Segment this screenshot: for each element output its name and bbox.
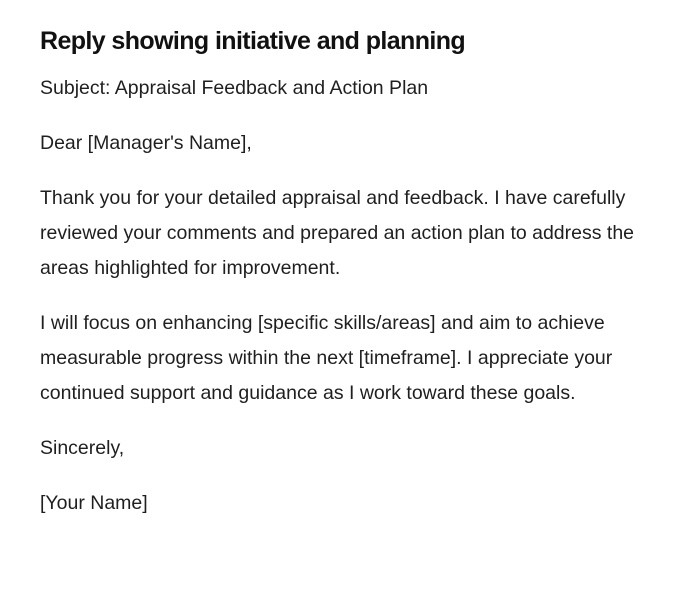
closing: Sincerely, <box>40 437 125 459</box>
signature: [Your Name] <box>40 492 148 514</box>
email-subject: Subject: Appraisal Feedback and Action Plan <box>40 77 429 99</box>
salutation: Dear [Manager's Name], <box>40 132 252 154</box>
document-title: Reply showing initiative and planning <box>40 27 466 55</box>
body-paragraph-2: I will focus on enhancing [specific skills/areas] and aim to achieve measurable progress within the next [timeframe]. I appreciate your continued support and guidance as I work toward these goals. <box>40 312 613 404</box>
letter-document <box>40 26 660 541</box>
body-paragraph-1: Thank you for your detailed appraisal and feedback. I have carefully reviewed your comments and prepared an action plan to address the areas highlighted for improvement. <box>40 187 635 279</box>
